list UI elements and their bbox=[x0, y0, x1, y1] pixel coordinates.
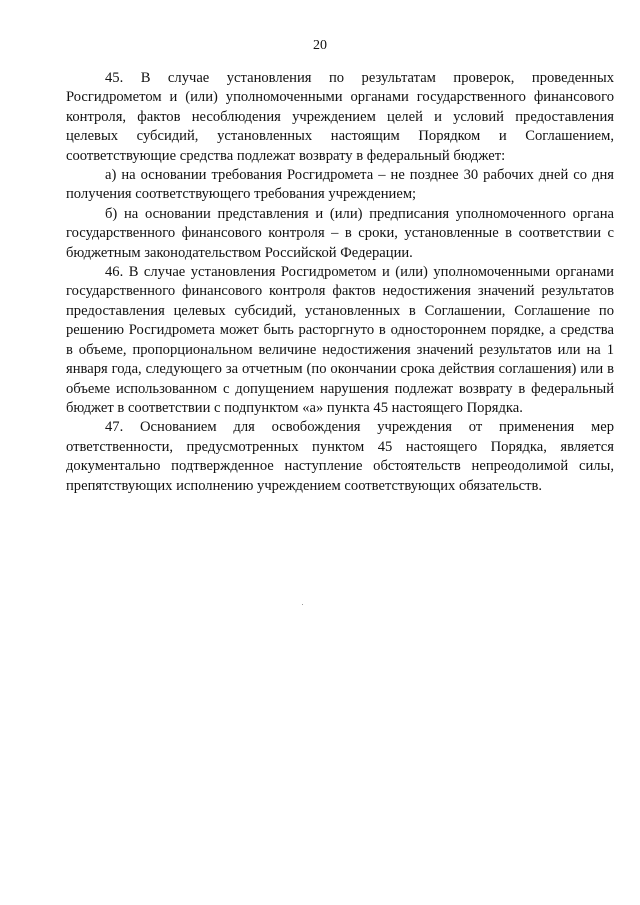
document-body bbox=[66, 69, 614, 496]
paragraph-46: 46. В случае установления Росгидрометом и (или) уполномоченными органами государственного финансового контроля фактов недостижения значений результатов предоставления целевых субсидий, установленных в Соглашении, Соглашение по решению Росгидромета может быть расторгнуто в одностороннем порядке, а средства в объеме, пропорциональном величине недостижения значений результатов или на 1 января года, следующего за отчетным (по окончании срока действия соглашения) или в объеме использованном с допущением нарушения подлежат возврату в федеральный бюджет в соответствии с подпунктом «а» пункта 45 настоящего Порядка. bbox=[66, 264, 614, 416]
page-number: 20 bbox=[313, 38, 327, 53]
paragraph-47: 47. Основанием для освобождения учреждения от применения мер ответственности, предусмотренных пунктом 45 настоящего Порядка, является документально подтвержденное наступление обстоятельств непреодолимой силы, препятствующих исполнению учреждением соответствующих обязательств. bbox=[66, 419, 614, 494]
scan-speck bbox=[302, 604, 303, 605]
paragraph-45: 45. В случае установления по результатам проверок, проведенных Росгидрометом и (или) уполномоченными органами государственного финансового контроля, фактов несоблюдения учреждением целей и условий предоставления целевых субсидий, установленных настоящим Порядком и Соглашением, соответствующие средства подлежат возврату в федеральный бюджет: bbox=[66, 70, 614, 164]
paragraph-45-subitem-b: б) на основании представления и (или) предписания уполномоченного органа государственного финансового контроля – в сроки, установленные в соответствии с бюджетным законодательством Российской Федерации. bbox=[66, 205, 614, 261]
paragraph-45-subitem-a: а) на основании требования Росгидромета – не позднее 30 рабочих дней со дня получения соответствующего требования учреждением; bbox=[66, 167, 614, 203]
